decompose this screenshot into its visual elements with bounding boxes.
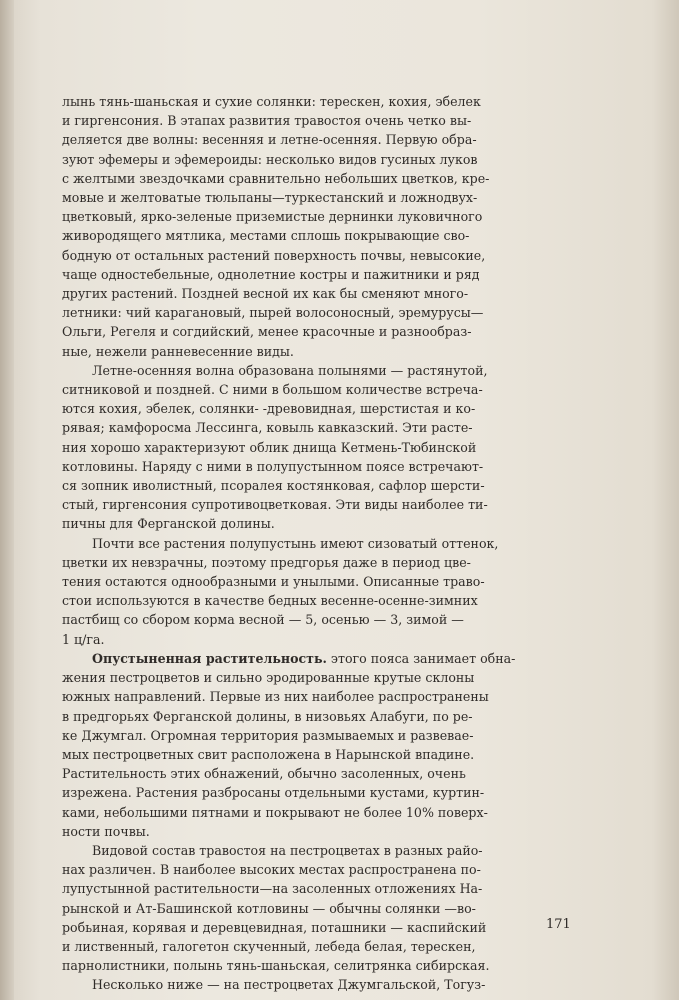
line-text: жения пестроцветов и сильно эродированные крутые склоны: [62, 670, 475, 686]
line-text: Летне-осенняя волна образована полынями — растянутой,: [92, 362, 488, 378]
line-text: пичны для Ферганской долины.: [62, 516, 275, 532]
text-line: [62, 668, 574, 687]
line-text: других растений. Поздней весной их как бы сменяют много-: [62, 286, 469, 302]
line-text: в предгорьях Ферганской долины, в низовьях Алабуги, по ре-: [62, 708, 473, 724]
text-line: [62, 495, 574, 514]
text-line: [62, 246, 574, 265]
text-line: [62, 169, 574, 188]
line-text: изрежена. Растения разбросаны отдельными кустами, куртин-: [62, 785, 485, 801]
line-text: пастбищ со сбором корма весной — 5, осенью — 3, зимой —: [62, 612, 464, 628]
text-line: [62, 130, 574, 149]
text-line: [62, 764, 574, 783]
page-number: 171: [546, 917, 571, 932]
line-text: мых пестроцветных свит расположена в Нарынской впадине.: [62, 746, 475, 762]
text-line: [62, 380, 574, 399]
body-text: [62, 92, 574, 995]
line-text: робьиная, корявая и деревцевидная, поташники — каспийский: [62, 919, 487, 935]
line-text: зуют эфемеры и эфемероиды: несколько видов гусиных луков: [62, 151, 478, 167]
text-line: [62, 630, 574, 649]
text-line: [62, 111, 574, 130]
text-line: [62, 150, 574, 169]
text-line: [62, 322, 574, 341]
text-line: [62, 899, 574, 918]
line-text: Ольги, Регеля и согдийский, менее красочные и разнообраз-: [62, 324, 472, 340]
text-line: [62, 879, 574, 898]
text-line: [62, 707, 574, 726]
line-text: ния хорошо характеризуют облик днища Кетмень-Тюбинской: [62, 439, 477, 455]
text-line: [62, 822, 574, 841]
page-gutter: [0, 0, 14, 1000]
text-line: [62, 92, 574, 111]
text-line: [62, 918, 574, 937]
line-text: чаще одностебельные, однолетние костры и пажитники и ряд: [62, 266, 480, 282]
text-line: [62, 841, 574, 860]
text-line: [62, 956, 574, 975]
line-text: мовые и желтоватые тюльпаны—туркестанский и ложнодвух-: [62, 190, 478, 206]
line-text: Растительность этих обнажений, обычно засоленных, очень: [62, 766, 466, 782]
line-text: Несколько ниже — на пестроцветах Джумгальской, Тогуз-: [92, 977, 486, 993]
line-text: Почти все растения полупустынь имеют сизоватый оттенок,: [92, 535, 499, 551]
text-line: [62, 303, 574, 322]
line-text: этого пояса занимает обна-: [330, 650, 516, 666]
line-text: деляется две волны: весенняя и летне-осенняя. Первую обра-: [62, 132, 477, 148]
text-line: [62, 937, 574, 956]
line-text: ке Джумгал. Огромная территория размываемых и развевае-: [62, 727, 474, 743]
line-text: рынской и Ат-Башинской котловины — обычны солянки —во-: [62, 900, 476, 916]
text-line: [62, 534, 574, 553]
line-text: лупустынной растительности—на засоленных отложениях На-: [62, 881, 483, 897]
line-text: ются кохия, эбелек, солянки- -древовидная, шерстистая и ко-: [62, 401, 476, 417]
text-line: [62, 226, 574, 245]
text-line: [62, 284, 574, 303]
line-text: ками, небольшими пятнами и покрывают не более 10% поверх-: [62, 804, 488, 820]
line-text: цветки их невзрачны, поэтому предгорья даже в период цве-: [62, 554, 471, 570]
line-text: рявая; камфоросма Лессинга, ковыль кавказский. Эти расте-: [62, 420, 473, 436]
text-line: [62, 418, 574, 437]
line-text: южных направлений. Первые из них наиболее распространены: [62, 689, 489, 705]
text-line: [62, 649, 574, 668]
line-text: котловины. Наряду с ними в полупустынном поясе встречают-: [62, 458, 484, 474]
text-line: [62, 591, 574, 610]
text-line: [62, 860, 574, 879]
line-text: с желтыми звездочками сравнительно небольших цветков, кре-: [62, 170, 490, 186]
text-line: [62, 975, 574, 994]
line-text: ся зопник иволистный, псоралея костянковая, сафлор шерсти-: [62, 478, 485, 494]
line-text: бодную от остальных растений поверхность почвы, невысокие,: [62, 247, 486, 263]
text-line: [62, 207, 574, 226]
text-line: [62, 476, 574, 495]
line-text: стый, гиргенсония супротивоцветковая. Эти виды наиболее ти-: [62, 497, 488, 513]
text-line: [62, 687, 574, 706]
section-heading: Опустыненная растительность.: [92, 650, 327, 666]
text-line: [62, 438, 574, 457]
line-text: цветковый, ярко-зеленые приземистые дернинки луковичного: [62, 209, 483, 225]
line-text: Видовой состав травостоя на пестроцветах в разных райо-: [92, 842, 483, 858]
text-line: [62, 399, 574, 418]
line-text: и лиственный, галогетон скученный, лебеда белая, терескен,: [62, 938, 476, 954]
line-text: летники: чий карагановый, пырей волосоносный, эремурусы—: [62, 305, 484, 321]
text-line: [62, 610, 574, 629]
line-text: стои используются в качестве бедных весенне-осенне-зимних: [62, 593, 478, 609]
text-line: [62, 745, 574, 764]
line-text: 1 ц/га.: [62, 631, 105, 647]
line-text: ситниковой и поздней. С ними в большом количестве встреча-: [62, 382, 483, 398]
line-text: лынь тянь-шаньская и сухие солянки: терескен, кохия, эбелек: [62, 94, 481, 109]
line-text: ные, нежели ранневесенние виды.: [62, 343, 294, 359]
text-line: [62, 572, 574, 591]
text-line: [62, 342, 574, 361]
line-text: нах различен. В наиболее высоких местах распространена по-: [62, 862, 481, 878]
text-line: [62, 803, 574, 822]
line-text: тения остаются однообразными и унылыми. Описанные траво-: [62, 574, 485, 590]
text-line: [62, 265, 574, 284]
text-line: [62, 726, 574, 745]
text-line: [62, 457, 574, 476]
text-line: [62, 783, 574, 802]
line-text: парнолистники, полынь тянь-шаньская, селитрянка сибирская.: [62, 958, 490, 974]
text-line: [62, 553, 574, 572]
line-text: живородящего мятлика, местами сплошь покрывающие сво-: [62, 228, 470, 244]
text-line: [62, 361, 574, 380]
line-text: и гиргенсония. В этапах развития травостоя очень четко вы-: [62, 113, 472, 129]
line-text: ности почвы.: [62, 823, 150, 839]
text-line: [62, 188, 574, 207]
text-line: [62, 514, 574, 533]
